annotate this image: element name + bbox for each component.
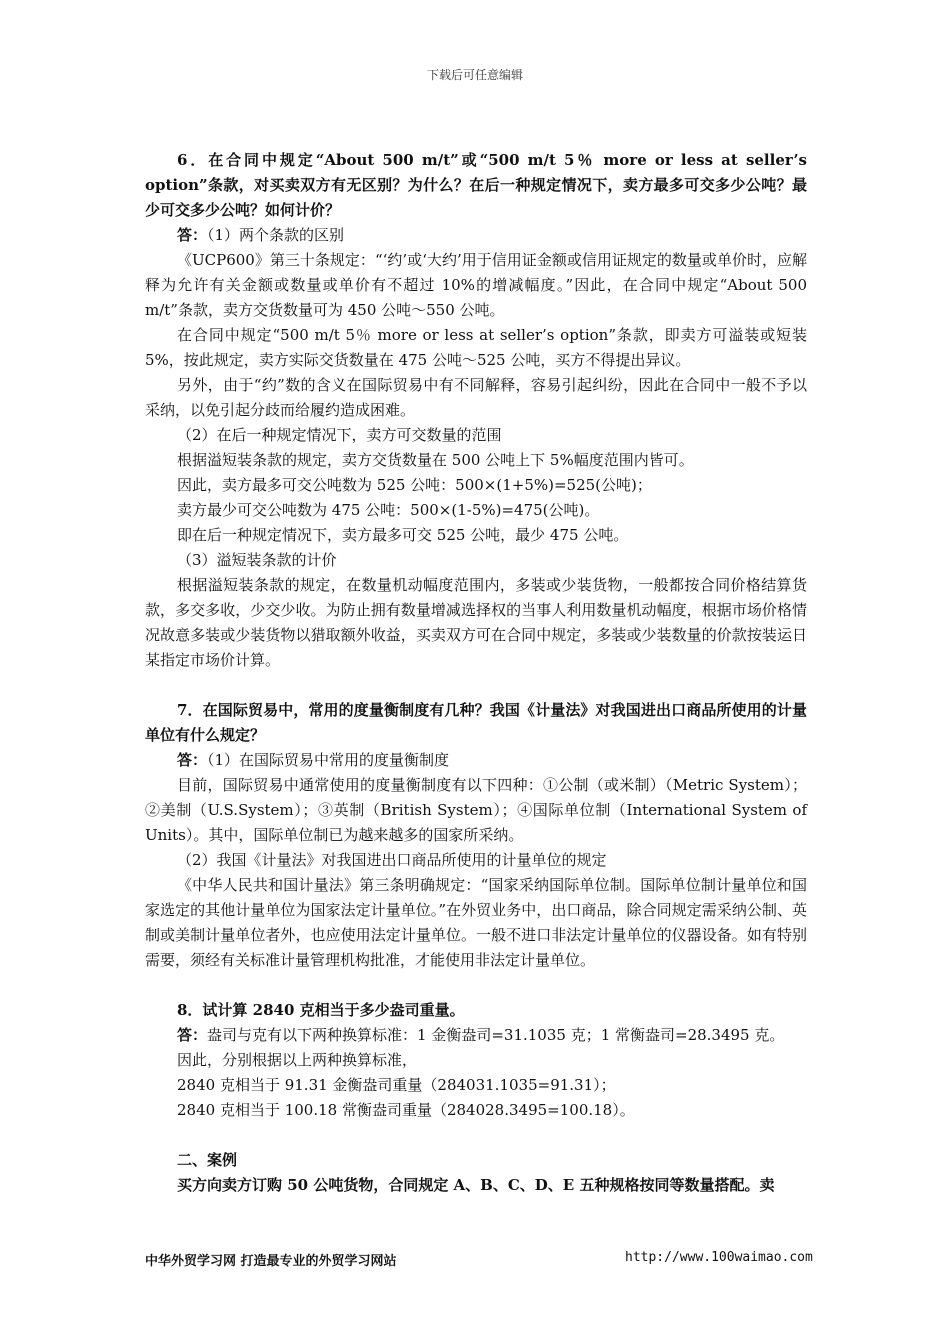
answer-6-section-2: （2）在后一种规定情况下，卖方可交数量的范围 — [177, 426, 502, 444]
answer-label: 答： — [177, 1026, 208, 1044]
case-text: 买方向卖方订购 50 公吨货物，合同规定 A、B、C、D、E 五种规格按同等数量搭配。卖 — [177, 1176, 775, 1194]
question-7: 7．在国际贸易中，常用的度量衡制度有几种？我国《计量法》对我国进出口商品所使用的计量单位有什么规定？ — [145, 701, 807, 744]
paragraph: 在合同中规定“500 m/t 5％ more or less at seller’s option”条款，即卖方可溢装或短装 5%，按此规定，卖方实际交货数量在 475 公吨～525 公吨，买方不得提出异议。 — [145, 326, 807, 369]
footer-url[interactable]: http://www.100waimao.com — [625, 1250, 813, 1265]
paragraph: 2840 克相当于 100.18 常衡盎司重量（284028.3495=100.18）。 — [177, 1101, 635, 1119]
paragraph: 因此，分别根据以上两种换算标准， — [177, 1051, 418, 1069]
paragraph: 目前，国际贸易中通常使用的度量衡制度有以下四种：①公制（或米制）（Metric System）；②美制（U.S.System）；③英制（British System）；④国际单位制（International System of Units）。其中，国际单位制已为越来越多的国家所采纳。 — [145, 776, 807, 844]
paragraph: 根据溢短装条款的规定，卖方交货数量在 500 公吨上下 5%幅度范围内皆可。 — [177, 451, 694, 469]
case-heading: 二、案例 — [177, 1151, 238, 1169]
answer-8-text: 盎司与克有以下两种换算标准：1 金衡盎司=31.1035 克；1 常衡盎司=28.3495 克。 — [207, 1026, 785, 1044]
question-8: 8．试计算 2840 克相当于多少盎司重量。 — [177, 1001, 465, 1019]
page-header-note: 下载后可任意编辑 — [426, 68, 523, 82]
paragraph: 卖方最少可交公吨数为 475 公吨：500×(1-5%)=475(公吨)。 — [177, 501, 600, 519]
answer-7-section-2: （2）我国《计量法》对我国进出口商品所使用的计量单位的规定 — [177, 851, 607, 869]
paragraph: 根据溢短装条款的规定，在数量机动幅度范围内，多装或少装货物，一般都按合同价格结算货款，多交多收，少交少收。为防止拥有数量增减选择权的当事人利用数量机动幅度，根据市场价格情况故意多装或少装货物以猎取额外收益，买卖双方可在合同中规定，多装或少装数量的价款按装运日某指定市场价计算。 — [145, 576, 807, 669]
question-6: 6．在合同中规定“About 500 m/t”或“500 m/t 5％ more or less at seller’s option”条款，对买卖双方有无区别？为什么？在后一种规定情况下，卖方最多可交多少公吨？最少可交多少公吨？如何计价？ — [145, 151, 807, 219]
paragraph: 因此，卖方最多可交公吨数为 525 公吨：500×(1+5%)=525(公吨)； — [177, 476, 652, 494]
answer-6-intro — [145, 223, 807, 248]
spacer — [145, 673, 807, 698]
paragraph: 2840 克相当于 91.31 金衡盎司重量（284031.1035=91.31）； — [177, 1076, 616, 1094]
footer-site-name: 中华外贸学习网 打造最专业的外贸学习网站 — [145, 1254, 397, 1269]
paragraph: 《中华人民共和国计量法》第三条明确规定：“国家采纳国际单位制。国际单位制计量单位和国家选定的其他计量单位为国家法定计量单位。”在外贸业务中，出口商品，除合同规定需采纳公制、英制或美制计量单位者外，也应使用法定计量单位。一般不进口非法定计量单位的仪器设备。如有特别需要，须经有关标准计量管理机构批准，才能使用非法定计量单位。 — [145, 876, 807, 969]
answer-6-section-1: （1）两个条款的区别 — [207, 226, 345, 244]
answer-label: 答： — [177, 226, 208, 244]
spacer — [145, 973, 807, 998]
answer-6-section-3: （3）溢短装条款的计价 — [177, 551, 337, 569]
answer-8-intro — [145, 1023, 807, 1048]
paragraph: 《UCP600》第三十条规定：“‘约’或‘大约’用于信用证金额或信用证规定的数量或单价时，应解释为允许有关金额或数量或单价有不超过 10%的增减幅度。”因此，在合同中规定“About 500 m/t”条款，卖方交货数量可为 450 公吨～550 公吨。 — [145, 251, 807, 319]
answer-label: 答： — [177, 751, 208, 769]
answer-7-intro — [145, 748, 807, 773]
answer-7-section-1: （1）在国际贸易中常用的度量衡制度 — [207, 751, 450, 769]
paragraph: 另外，由于“约”数的含义在国际贸易中有不同解释，容易引起纠纷，因此在合同中一般不予以采纳，以免引起分歧而给履约造成困难。 — [145, 376, 807, 419]
paragraph: 即在后一种规定情况下，卖方最多可交 525 公吨，最少 475 公吨。 — [177, 526, 629, 544]
document-body — [145, 148, 807, 1198]
spacer — [145, 1123, 807, 1148]
